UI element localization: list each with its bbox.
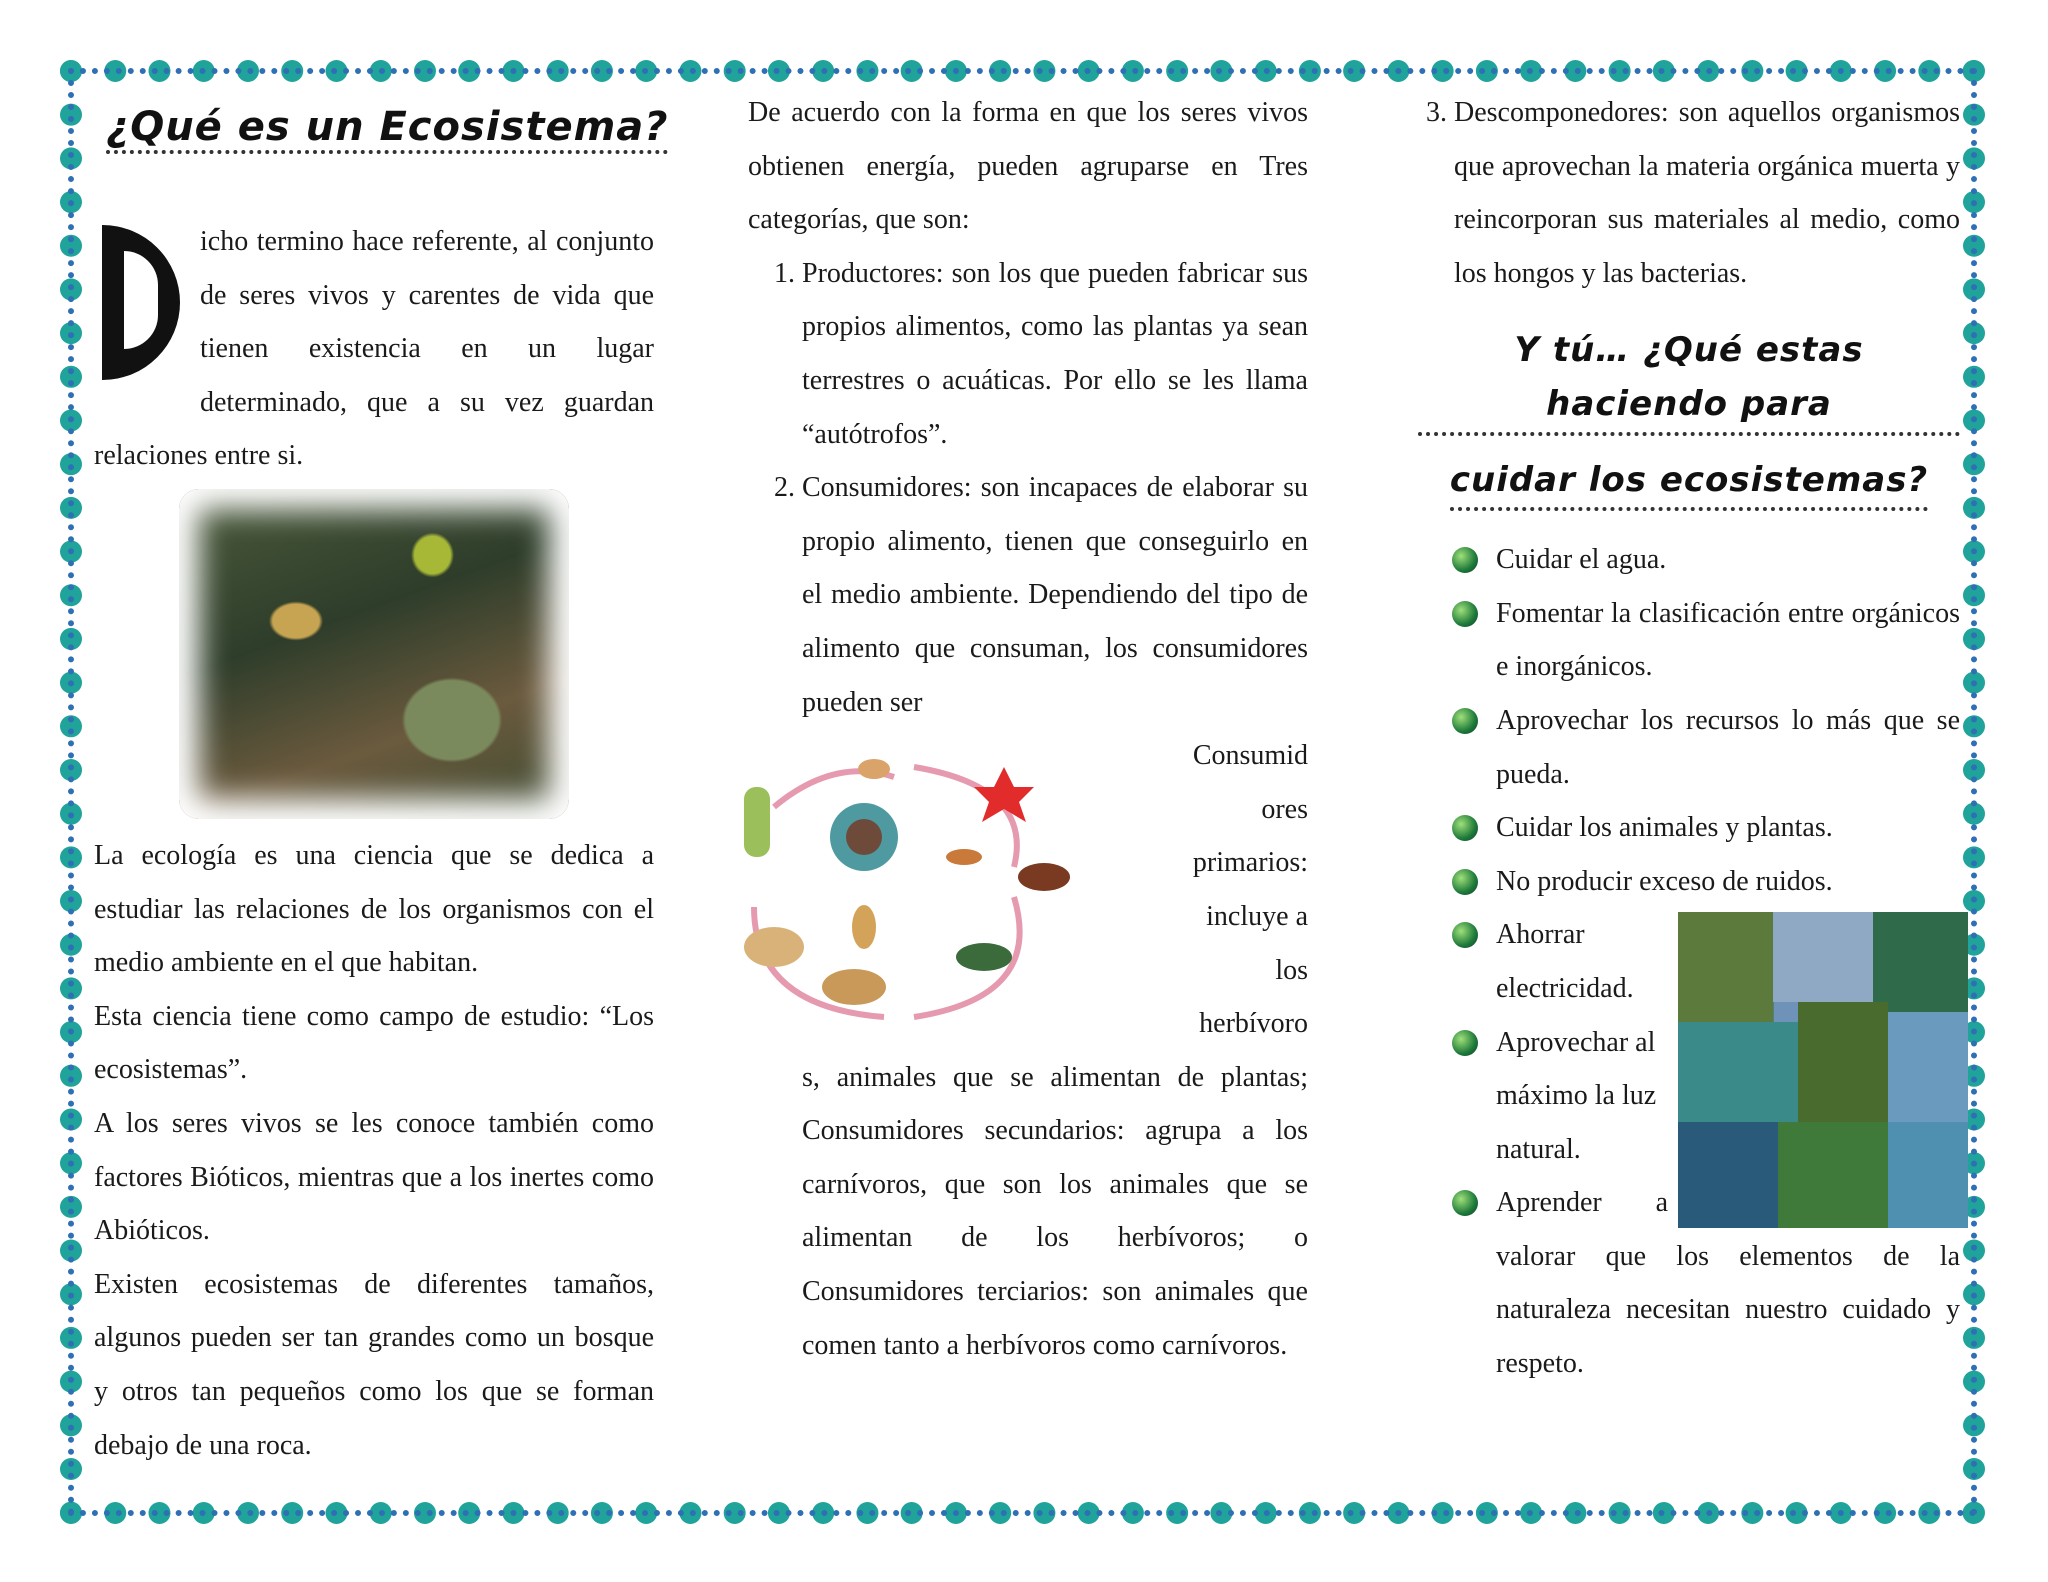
wrap-line-3: primarios: [1192,847,1308,879]
bullet-text: Aprovechar al máximo la luz natural. [1496,1026,1657,1165]
bullet-text: No producir exceso de ruidos. [1496,865,1833,897]
list-item [1452,855,1960,909]
wrap-line-6: herbívoro [1199,1008,1308,1040]
title-text: ¿Qué es un Ecosistema? [106,104,668,154]
consumidores-continued: s, animales que se alimentan de plantas; Consumidores secundarios: agrupa a los carnívoros, que son los animales que se alimentan de los herbívoros; o Consumidores terciarios: son animales que comen tanto a herbívoros como carnívoros. [802,1061,1308,1361]
globe-bullet-icon [1452,547,1478,573]
food-cycle-image [714,747,1114,1037]
dropcap-letter [94,225,188,385]
bullet-text: Ahorrar electricidad. [1496,919,1634,1004]
list-item [1452,1176,1960,1390]
wrap-line-1: Consumid [1192,740,1308,772]
list-item [1452,801,1960,855]
categories-list-continued [1418,86,1960,300]
globe-bullet-icon [1452,1190,1478,1216]
list-item-descomponedores: 3. Descomponedores: son aquellos organismos que aprovechan la materia orgánica muerta y reincorporan sus materiales al medio, como los hongos y las bacterias. [1454,86,1960,300]
globe-bullet-icon [1452,815,1478,841]
bullet-text: Cuidar el agua. [1496,544,1667,576]
globe-bullet-icon [1452,869,1478,895]
food-cycle-diagram [714,747,1114,1037]
column-3 [1418,86,1960,1391]
bullet-text: Cuidar los animales y plantas. [1496,812,1833,844]
column-2 [748,86,1308,1372]
care-list [1418,533,1960,1391]
list-item-consumidores [802,461,1308,729]
paragraph-sizes: Existen ecosistemas de diferentes tamaños, algunos pueden ser tan grandes como un bosque y otros tan pequeños como los que se forman debajo de una roca. [94,1268,654,1461]
intro-paragraph: icho termino hace referente, al conjunto de seres vivos y carentes de vida que tienen existencia en un lugar determinado, que a su vez guardan relaciones entre si. [94,226,654,472]
page-title [106,104,668,154]
list-item [1452,694,1960,801]
care-heading-line-1: Y tú… ¿Qué estas haciendo para [1418,324,1960,435]
bullet-text: Fomentar la clasificación entre orgánicos e inorgánicos. [1496,597,1960,683]
globe-bullet-icon [1452,1030,1478,1056]
consumidores-text: Consumidores: son incapaces de elaborar su propio alimento, tienen que conseguirlo en el medio ambiente. Dependiendo del tipo de alimento que consuman, los consumidores pueden ser [802,472,1308,718]
list-item [1452,1016,1960,1177]
list-item-productores: 1. Productores: son los que pueden fabricar sus propios alimentos, como las plantas ya sean terrestres o acuáticas. Por ello se les llama “autótrofos”. [802,247,1308,461]
wrap-line-5: los [1275,954,1308,986]
jungle-animals-image [179,489,569,819]
paragraph-field: Esta ciencia tiene como campo de estudio: “Los ecosistemas”. [94,1000,654,1086]
wrap-line-2: ores [1261,793,1308,825]
list-item [1452,908,1960,1015]
categories-list [748,247,1308,729]
care-heading-line-2: cuidar los ecosistemas? [1450,454,1928,512]
globe-bullet-icon [1452,708,1478,734]
categories-intro: De acuerdo con la forma en que los seres vivos obtienen energía, pueden agruparse en Tres categorías, que son: [748,97,1308,236]
bullet-text: Aprovechar los recursos lo más que se pueda. [1496,704,1960,790]
column-1 [94,215,654,1472]
globe-bullet-icon [1452,601,1478,627]
paragraph-ecology: La ecología es una ciencia que se dedica a estudiar las relaciones de los organismos con el medio ambiente en el que habitan. [94,839,654,979]
wrap-line-4: incluye a [1206,900,1308,932]
list-item [1452,587,1960,694]
bullet-text: Aprender a valorar que los elementos de la naturaleza necesitan nuestro cuidado y respeto. [1496,1187,1960,1380]
care-heading [1418,324,1960,511]
globe-bullet-icon [1452,922,1478,948]
paragraph-biotic: A los seres vivos se les conoce también como factores Bióticos, mientras que a los inertes como Abióticos. [94,1107,654,1247]
list-item [1452,533,1960,587]
